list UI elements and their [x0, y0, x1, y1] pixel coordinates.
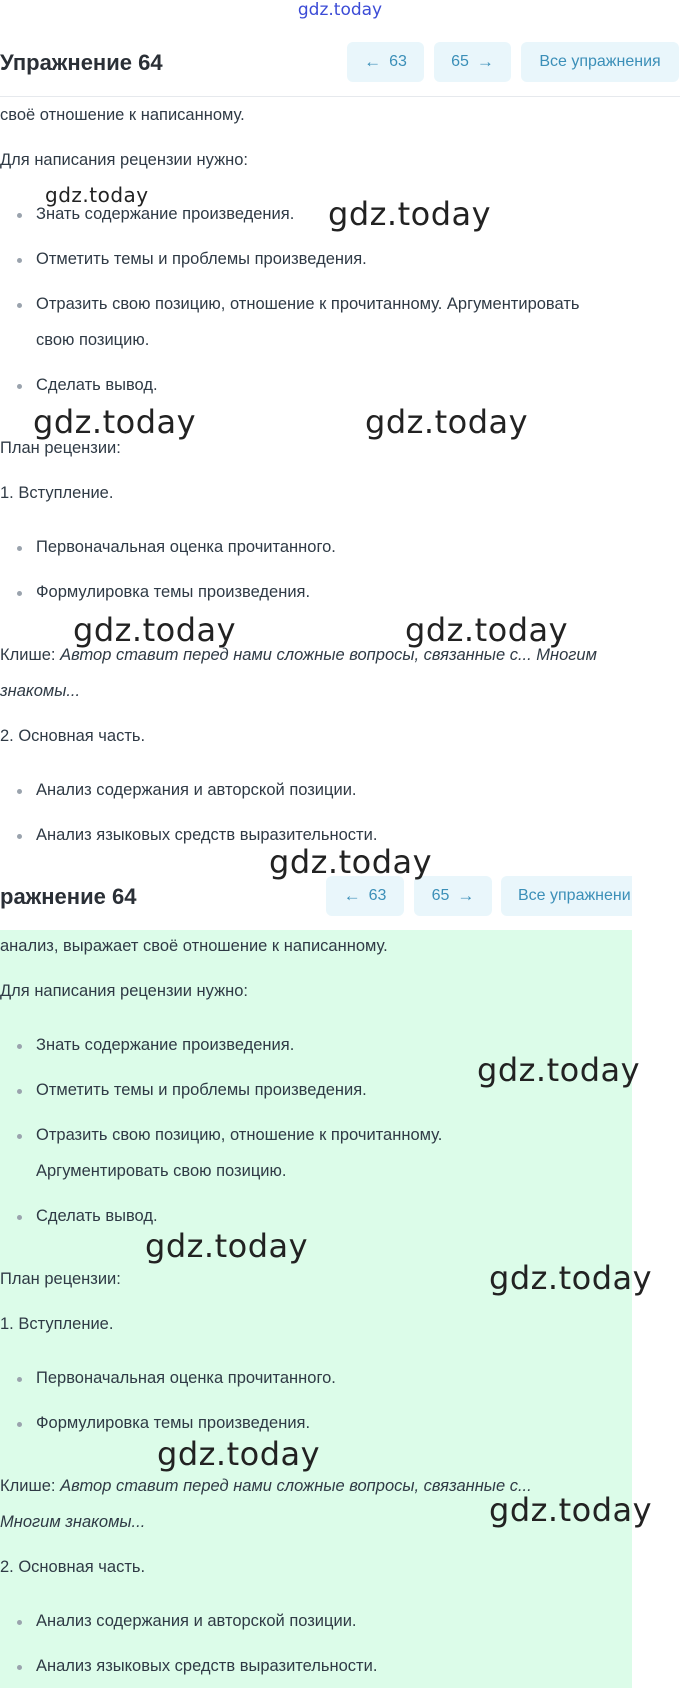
bullet-icon	[17, 1134, 22, 1139]
arrow-right-icon: →	[476, 52, 494, 71]
list-item: Отметить темы и проблемы произведения.	[36, 1081, 367, 1099]
paragraph: План рецензии:	[0, 1270, 121, 1288]
list-item: Знать содержание произведения.	[36, 1036, 295, 1054]
list-item: Первоначальная оценка прочитанного.	[36, 538, 336, 556]
bullet-icon	[17, 1422, 22, 1427]
watermark: gdz.today	[73, 611, 237, 649]
cliche-line: Клише: Автор ставит перед нами сложные вопросы, связанные с...	[0, 1477, 532, 1495]
next-exercise-button[interactable]: 65 →	[434, 42, 511, 82]
list-item: Формулировка темы произведения.	[36, 1414, 311, 1432]
paragraph: 1. Вступление.	[0, 1315, 114, 1333]
watermark: gdz.today	[157, 1435, 321, 1473]
paragraph: своё отношение к написанному.	[0, 106, 245, 124]
arrow-left-icon: ←	[364, 52, 382, 71]
page-title: Упражнение 64	[0, 50, 163, 75]
bullet-icon	[17, 1620, 22, 1625]
watermark: gdz.today	[477, 1051, 641, 1089]
page-title-2: ражнение 64	[0, 884, 137, 909]
list-item: Сделать вывод.	[36, 1207, 158, 1225]
list-item: Отметить темы и проблемы произведения.	[36, 250, 367, 268]
paragraph: анализ, выражает своё отношение к написанному.	[0, 937, 388, 955]
watermark: gdz.today	[45, 183, 149, 207]
watermark: gdz.today	[145, 1227, 309, 1265]
next-exercise-button-2[interactable]: 65 →	[414, 876, 492, 916]
all-exercises-button[interactable]: Все упражнения	[521, 42, 679, 82]
list-item: Знать содержание произведения.	[36, 205, 295, 223]
list-item: Отразить свою позицию, отношение к прочитанному. Аргументировать	[36, 295, 580, 313]
list-item: свою позицию.	[36, 331, 150, 349]
top-watermark: gdz.today	[297, 0, 383, 20]
watermark: gdz.today	[365, 403, 529, 441]
list-item: Анализ содержания и авторской позиции.	[36, 781, 357, 799]
arrow-right-icon: →	[457, 886, 475, 905]
watermark: gdz.today	[405, 611, 569, 649]
watermark: gdz.today	[489, 1491, 653, 1529]
watermark: gdz.today	[489, 1259, 653, 1297]
prev-exercise-button[interactable]: ← 63	[347, 42, 424, 82]
bullet-icon	[17, 1665, 22, 1670]
list-item: Отразить свою позицию, отношение к прочитанному.	[36, 1126, 443, 1144]
paragraph: 2. Основная часть.	[0, 727, 146, 745]
cliche-line: знакомы...	[0, 682, 81, 700]
watermark: gdz.today	[33, 403, 197, 441]
paragraph: Для написания рецензии нужно:	[0, 151, 248, 169]
bullet-icon	[17, 1044, 22, 1049]
list-item: Первоначальная оценка прочитанного.	[36, 1369, 336, 1387]
watermark: gdz.today	[269, 843, 433, 881]
list-item: Формулировка темы произведения.	[36, 583, 311, 601]
paragraph: 1. Вступление.	[0, 484, 114, 502]
list-item: Сделать вывод.	[36, 376, 158, 394]
prev-exercise-button-2[interactable]: ← 63	[326, 876, 404, 916]
paragraph: План рецензии:	[0, 439, 121, 457]
list-item: Анализ языковых средств выразительности.	[36, 1657, 378, 1675]
all-exercises-button-2[interactable]: Все упражнени	[501, 876, 632, 916]
bullet-icon	[17, 1089, 22, 1094]
list-item: Аргументировать свою позицию.	[36, 1162, 287, 1180]
bullet-icon	[17, 1377, 22, 1382]
paragraph: Для написания рецензии нужно:	[0, 982, 248, 1000]
cliche-line: Клише: Автор ставит перед нами сложные вопросы, связанные с... Многим	[0, 646, 597, 664]
cliche-line: Многим знакомы...	[0, 1513, 146, 1531]
bullet-icon	[17, 1215, 22, 1220]
arrow-left-icon: ←	[343, 886, 361, 905]
list-item: Анализ языковых средств выразительности.	[36, 826, 378, 844]
list-item: Анализ содержания и авторской позиции.	[36, 1612, 357, 1630]
watermark: gdz.today	[328, 195, 492, 233]
paragraph: 2. Основная часть.	[0, 1558, 146, 1576]
